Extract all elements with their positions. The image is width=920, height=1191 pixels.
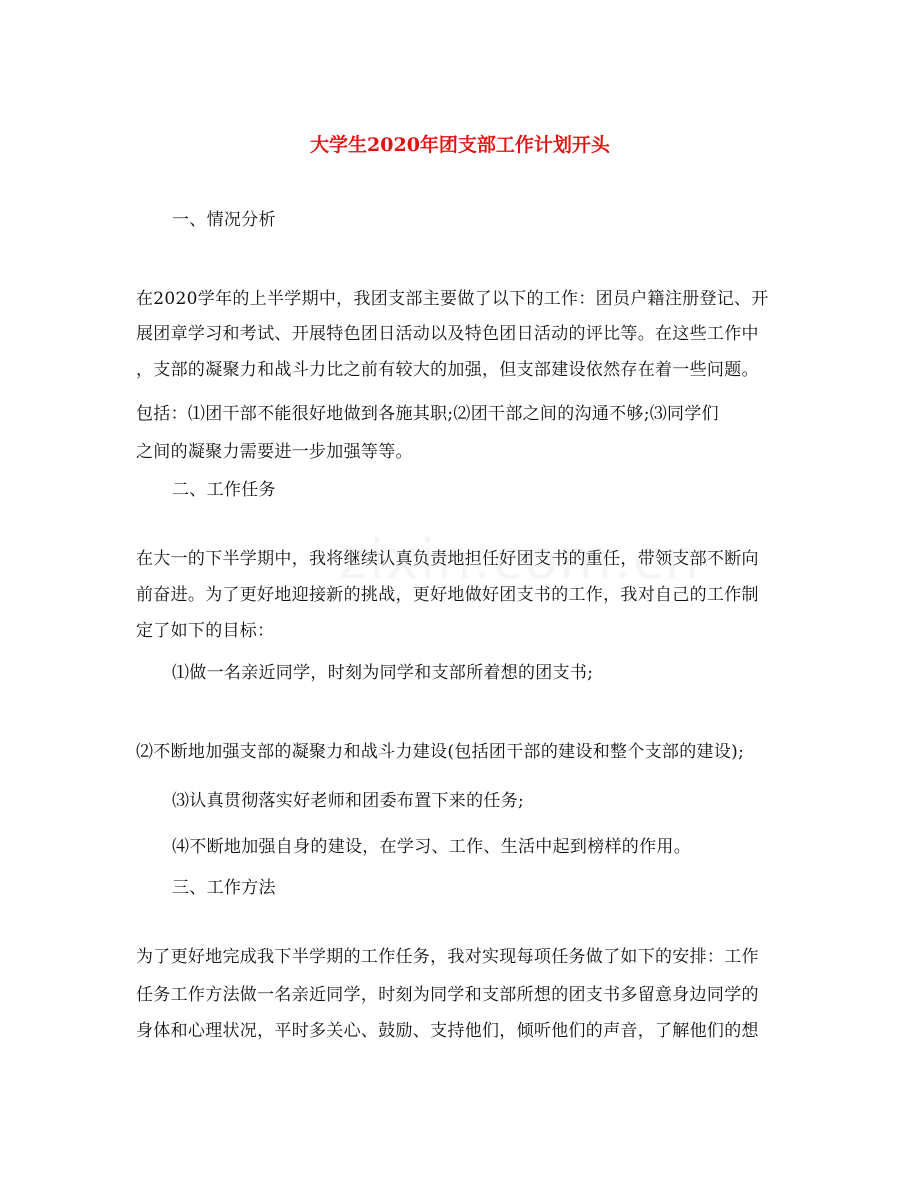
paragraph-line: 前奋进。为了更好地迎接新的挑战，更好地做好团支书的工作，我对自己的工作制 [136,585,759,605]
section-heading: 二、工作任务 [172,480,276,500]
paragraph-line: 在2020学年的上半学期中，我团支部主要做了以下的工作：团员户籍注册登记、开 [136,289,769,309]
document-title: 大学生2020年团支部工作计划开头 [310,134,610,156]
section-heading: 三、工作方法 [172,878,276,898]
paragraph-line: 包括：⑴团干部不能很好地做到各施其职;⑵团干部之间的沟通不够;⑶同学们 [136,404,719,424]
paragraph-line: 定了如下的目标： [136,621,275,641]
list-item: ⑴做一名亲近同学，时刻为同学和支部所着想的团支书; [172,663,594,683]
paragraph-line: 身体和心理状况，平时多关心、鼓励、支持他们，倾听他们的声音，了解他们的想 [136,1021,759,1041]
section-heading: 一、情况分析 [172,210,276,230]
paragraph-line: ，支部的凝聚力和战斗力比之前有较大的加强，但支部建设依然存在着一些问题。 [136,360,759,380]
paragraph-line: 在大一的下半学期中，我将继续认真负责地担任好团支书的重任，带领支部不断向 [136,549,759,569]
paragraph-line: 展团章学习和考试、开展特色团日活动以及特色团日活动的评比等。在这些工作中 [136,324,759,344]
list-item: ⑵不断地加强支部的凝聚力和战斗力建设(包括团干部的建设和整个支部的建设); [136,742,745,762]
list-item: ⑶认真贯彻落实好老师和团委布置下来的任务; [172,791,525,811]
list-item: ⑷不断地加强自身的建设，在学习、工作、生活中起到榜样的作用。 [172,837,691,857]
paragraph-line: 任务工作方法做一名亲近同学，时刻为同学和支部所想的团支书多留意身边同学的 [136,985,759,1005]
paragraph-line: 之间的凝聚力需要进一步加强等等。 [136,442,413,462]
paragraph-line: 为了更好地完成我下半学期的工作任务，我对实现每项任务做了如下的安排：工作 [136,947,759,967]
